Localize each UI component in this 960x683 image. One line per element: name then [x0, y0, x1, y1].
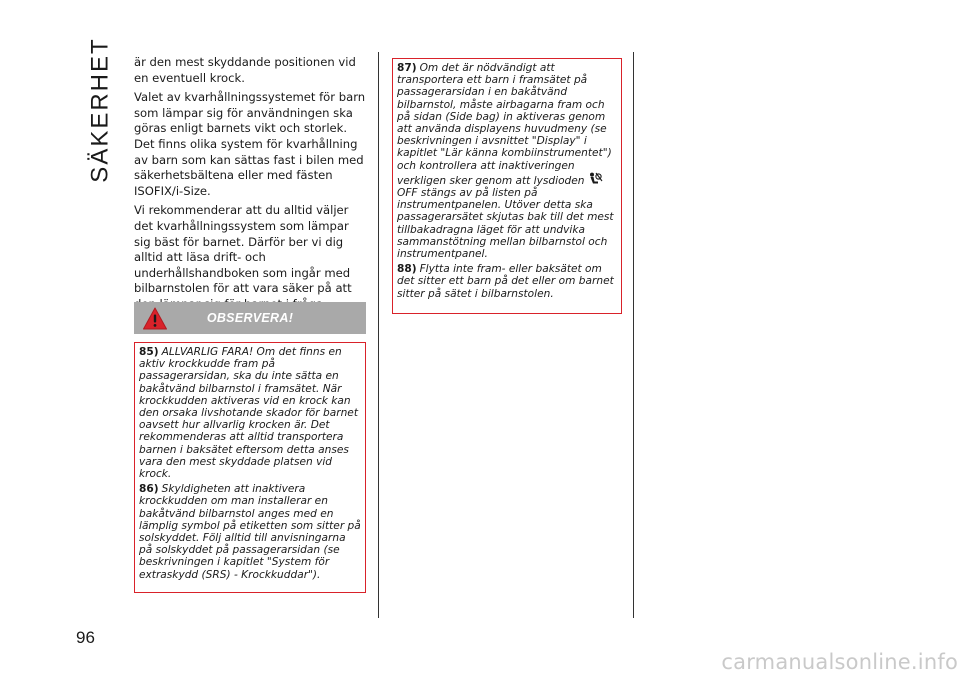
- warning-notes-box-2: [392, 58, 622, 314]
- note-number: 87): [397, 62, 417, 74]
- note-number: 88): [397, 263, 417, 276]
- airbag-off-icon: [587, 172, 603, 186]
- section-title-text: SÄKERHET: [87, 37, 114, 183]
- note-text: Om det är nödvändigt att transportera ett barn i framsätet på passagerarsidan i en bakåtvänd bilbarnstol, måste airbagarna fram och på sidan (Side bag) in aktiveras genom att använda displayens huvudmeny (se beskrivningen i avsnittet "Display" i kapitlet "Lär känna kombiinstrumentet") och kontrollera att inaktiveringen verkligen sker genom att lysdioden: [397, 62, 612, 187]
- body-paragraph: är den mest skyddande positionen vid en eventuell krock.: [134, 55, 356, 85]
- observera-header: [134, 302, 366, 334]
- note-85: [139, 346, 361, 480]
- note-text: Flytta inte fram- eller baksätet om det sitter ett barn på det eller om barnet sitter på sätet i bilbarnstolen.: [397, 263, 614, 300]
- note-text: ALLVARLIG FARA! Om det finns en aktiv krockkudde fram på passagerarsidan, ska du inte sätta en bakåtvänd bilbarnstol i framsätet. När krockkudden aktiveras vid en krock kan den orsaka livshotande skador för barnet oavsett hur allvarlig krocken är. Det rekommenderas att alltid transportera barnen i baksätet eftersom detta anses vara den mest skyddade platsen vid krock.: [139, 346, 358, 481]
- warning-notes-box-1: [134, 342, 366, 593]
- watermark-text: carmanualsonline.info: [721, 650, 958, 674]
- section-title: [76, 37, 126, 183]
- body-paragraph: Valet av kvarhållningssystemet för barn som lämpar sig för användningen ska göras enligt barnets vikt och storlek. Det finns olika system för kvarhållning av barn som kan sättas fast i bilen med säkerhetsbältena eller med fästen ISOFIX/i-Size.: [134, 90, 366, 198]
- note-text: OFF stängs av på listen på instrumentpanelen. Utöver detta ska passagerarsätet skjutas bak till det mest tillbakadragna läget för att undvika sammanstötning mellan bilbarnstol och instrumentpanel.: [397, 187, 614, 261]
- note-88: [397, 263, 617, 300]
- note-number: 86): [139, 483, 159, 496]
- page-number: 96: [76, 628, 95, 647]
- note-86: [139, 483, 361, 581]
- warning-triangle-icon: [142, 306, 168, 331]
- column-divider-1: [378, 52, 379, 618]
- note-text: Skyldigheten att inaktivera krockkudden om man installerar en bakåtvänd bilbarnstol anges med en lämplig symbol på etiketten som sitter på solskyddet. Följ alltid till anvisningarna på solskyddet på passagerarsidan (se beskrivningen i kapitlet "System för extraskydd (SRS) - Krockkuddar").: [139, 483, 361, 581]
- note-number: 85): [139, 346, 159, 358]
- observera-title: OBSERVERA!: [206, 311, 294, 325]
- body-paragraph: Vi rekommenderar att du alltid väljer det kvarhållningssystem som lämpar sig bäst för barnet. Därför ber vi dig alltid att läsa drift- och underhållshandboken som ingår med bilbarnstolen för att vara säker på att: [134, 203, 352, 296]
- body-text-column: [134, 55, 366, 317]
- note-87: [397, 62, 617, 260]
- column-divider-2: [633, 52, 634, 618]
